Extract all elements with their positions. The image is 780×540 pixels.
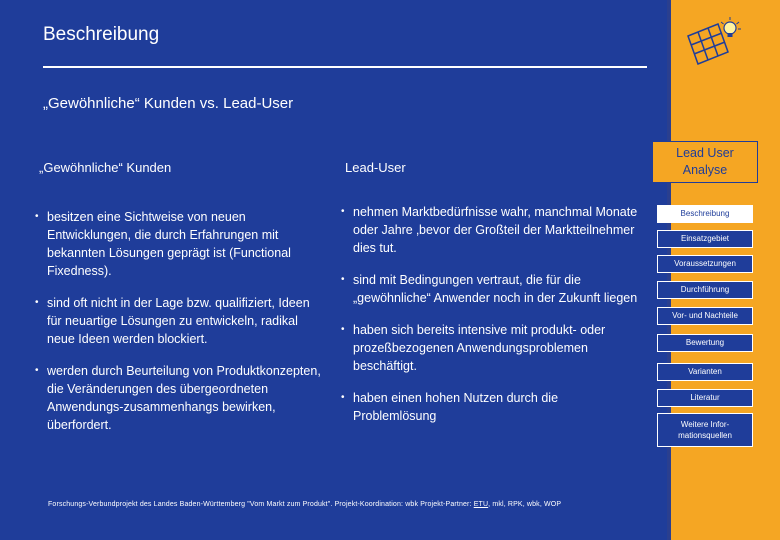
- lightbulb-grid-icon: [684, 14, 748, 70]
- sidebar-item-bewertung[interactable]: Bewertung: [657, 334, 753, 352]
- sidebar-item-vor-nachteile[interactable]: Vor- und Nachteile: [657, 307, 753, 325]
- sidebar-item-varianten[interactable]: Varianten: [657, 363, 753, 381]
- list-item: • haben sich bereits intensive mit produkt- oder prozeßbezogenen Anwendungsproblemen beschäftigt.: [341, 321, 641, 375]
- list-item: • sind mit Bedingungen vertraut, die für die „gewöhnliche“ Anwender noch in der Zukunft liegen: [341, 271, 641, 307]
- title-divider: [43, 66, 647, 68]
- left-column: [35, 208, 325, 448]
- sidebar-item-durchfuehrung[interactable]: Durchführung: [657, 281, 753, 299]
- footer: [48, 501, 561, 508]
- sidebar-item-literatur[interactable]: Literatur: [657, 389, 753, 407]
- sidebar-item-weitere-informationsquellen[interactable]: Weitere Infor-mationsquellen: [657, 413, 753, 447]
- sidebar-item-voraussetzungen[interactable]: Voraussetzungen: [657, 255, 753, 273]
- list-item: • haben einen hohen Nutzen durch die Problemlösung: [341, 389, 641, 425]
- page-subtitle: „Gewöhnliche“ Kunden vs. Lead-User: [43, 95, 294, 112]
- list-item: • nehmen Marktbedürfnisse wahr, manchmal Monate oder Jahre ‚bevor der Großteil der Marktteilnehmer dies tut.: [341, 203, 641, 257]
- sidebar-item-beschreibung[interactable]: Beschreibung: [657, 205, 753, 223]
- left-column-heading: „Gewöhnliche“ Kunden: [39, 160, 172, 175]
- sidebar-item-einsatzgebiet[interactable]: Einsatzgebiet: [657, 230, 753, 248]
- right-column-heading: Lead-User: [345, 160, 406, 175]
- page-title: Beschreibung: [43, 24, 160, 45]
- list-item: • sind oft nicht in der Lage bzw. qualifiziert, Ideen für neuartige Lösungen zu entwickeln, radikal neue Ideen werden blockiert.: [35, 294, 325, 348]
- sidebar-header: Lead User Analyse: [652, 141, 758, 183]
- footer-text: Forschungs-Verbundprojekt des Landes Baden-Württemberg "Vom Markt zum Produkt". Projekt-Koordination: wbk Projekt-Partner:: [48, 501, 474, 508]
- list-item: • werden durch Beurteilung von Produktkonzepten, die Veränderungen des übergeordneten Anwendungs-zusammenhangs bewirken, überfordert.: [35, 362, 325, 434]
- footer-link[interactable]: ETU: [473, 501, 489, 508]
- right-column: [341, 203, 641, 439]
- footer-text-end: , mkl, RPK, wbk, WOP: [488, 501, 562, 508]
- list-item: • besitzen eine Sichtweise von neuen Entwicklungen, die durch Erfahrungen mit bekannten Lösungen geprägt ist (Functional Fixedness).: [35, 208, 325, 280]
